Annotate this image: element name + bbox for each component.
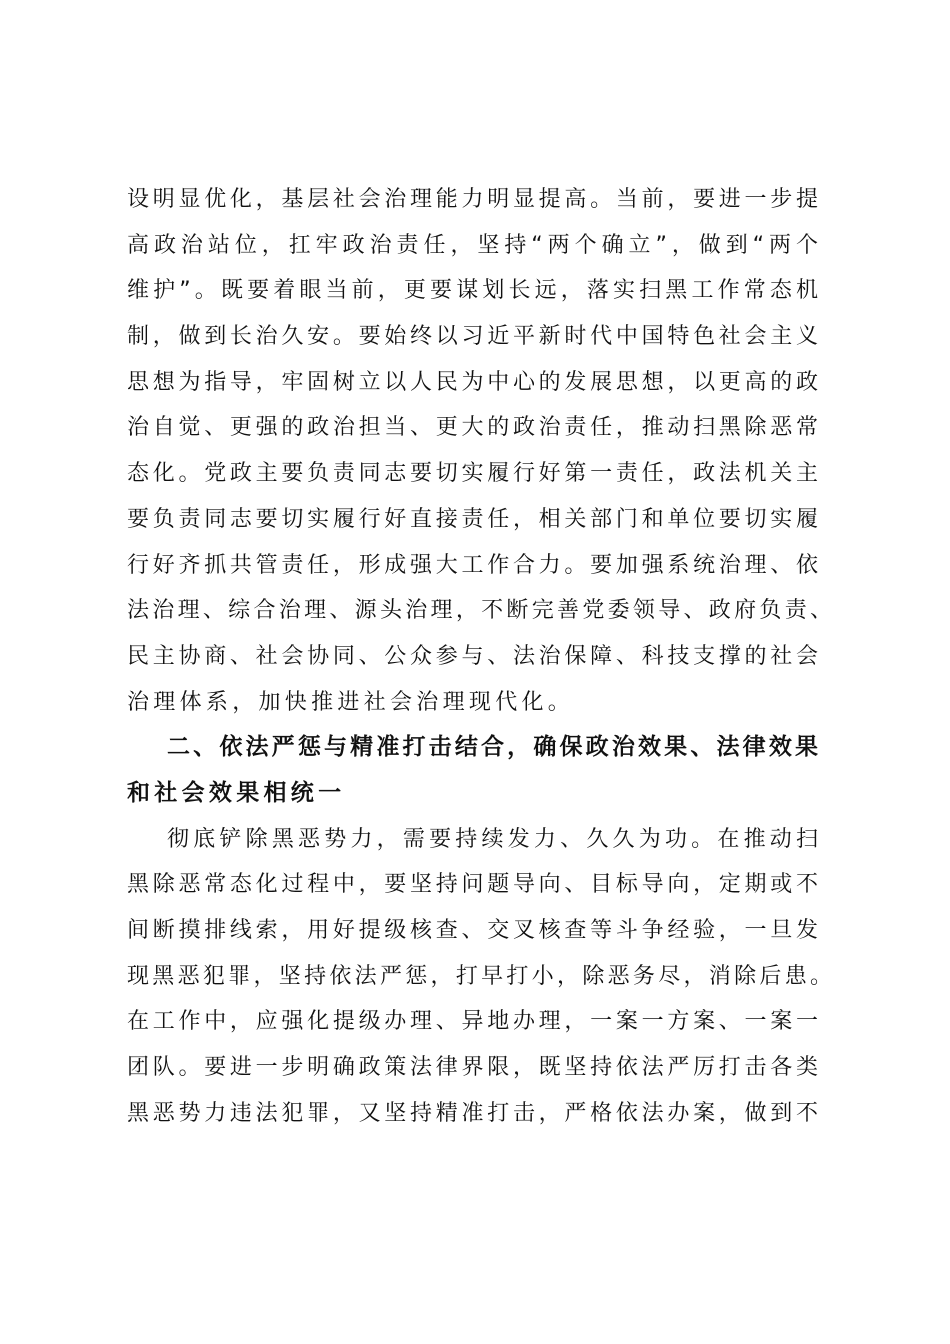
- text-line: 黑除恶常态化过程中，要坚持问题导向、目标导向，定期或不: [127, 872, 818, 898]
- document-page: [127, 177, 832, 1136]
- text-line: 设明显优化，基层社会治理能力明显提高。当前，要进一步提: [127, 187, 818, 212]
- text-line: 民主协商、社会协同、公众参与、法治保障、科技支撑的社会: [127, 643, 818, 669]
- text-line: 态化。党政主要负责同志要切实履行好第一责任，政法机关主: [127, 461, 818, 487]
- heading-line: 二、依法严惩与精准打击结合，确保政治效果、法律效果: [167, 734, 818, 761]
- text-line: 制，做到长治久安。要始终以习近平新时代中国特色社会主义: [127, 324, 818, 350]
- text-line: 黑恶势力违法犯罪，又坚持精准打击，严格依法办案，做到不: [127, 1100, 818, 1126]
- text-line: 团队。要进一步明确政策法律界限，既坚持依法严厉打击各类: [127, 1055, 818, 1081]
- text-line: 治理体系，加快推进社会治理现代化。: [127, 689, 575, 715]
- body-paragraph: [127, 817, 832, 1137]
- heading-line: 和社会效果相统一: [127, 779, 346, 806]
- text-line: 彻底铲除黑恶势力，需要持续发力、久久为功。在推动扫: [167, 826, 818, 852]
- text-line: 要负责同志要切实履行好直接责任，相关部门和单位要切实履: [127, 506, 818, 532]
- text-line: 思想为指导，牢固树立以人民为中心的发展思想，以更高的政: [127, 369, 818, 395]
- text-line: 行好齐抓共管责任，形成强大工作合力。要加强系统治理、依: [127, 552, 818, 578]
- text-line: 治自觉、更强的政治担当、更大的政治责任，推动扫黑除恶常: [127, 415, 818, 441]
- body-paragraph: [127, 177, 832, 725]
- text-line: 间断摸排线索，用好提级核查、交叉核查等斗争经验，一旦发: [127, 918, 818, 943]
- text-line: 维护”。既要着眼当前，更要谋划长远，落实扫黑工作常态机: [127, 278, 818, 304]
- text-line: 在工作中，应强化提级办理、异地办理，一案一方案、一案一: [127, 1009, 818, 1035]
- section-heading: [127, 725, 818, 816]
- text-line: 高政治站位，扛牢政治责任，坚持“两个确立”，做到“两个: [127, 232, 818, 258]
- text-line: 法治理、综合治理、源头治理，不断完善党委领导、政府负责、: [127, 598, 832, 624]
- text-line: 现黑恶犯罪，坚持依法严惩，打早打小，除恶务尽，消除后患。: [127, 963, 832, 989]
